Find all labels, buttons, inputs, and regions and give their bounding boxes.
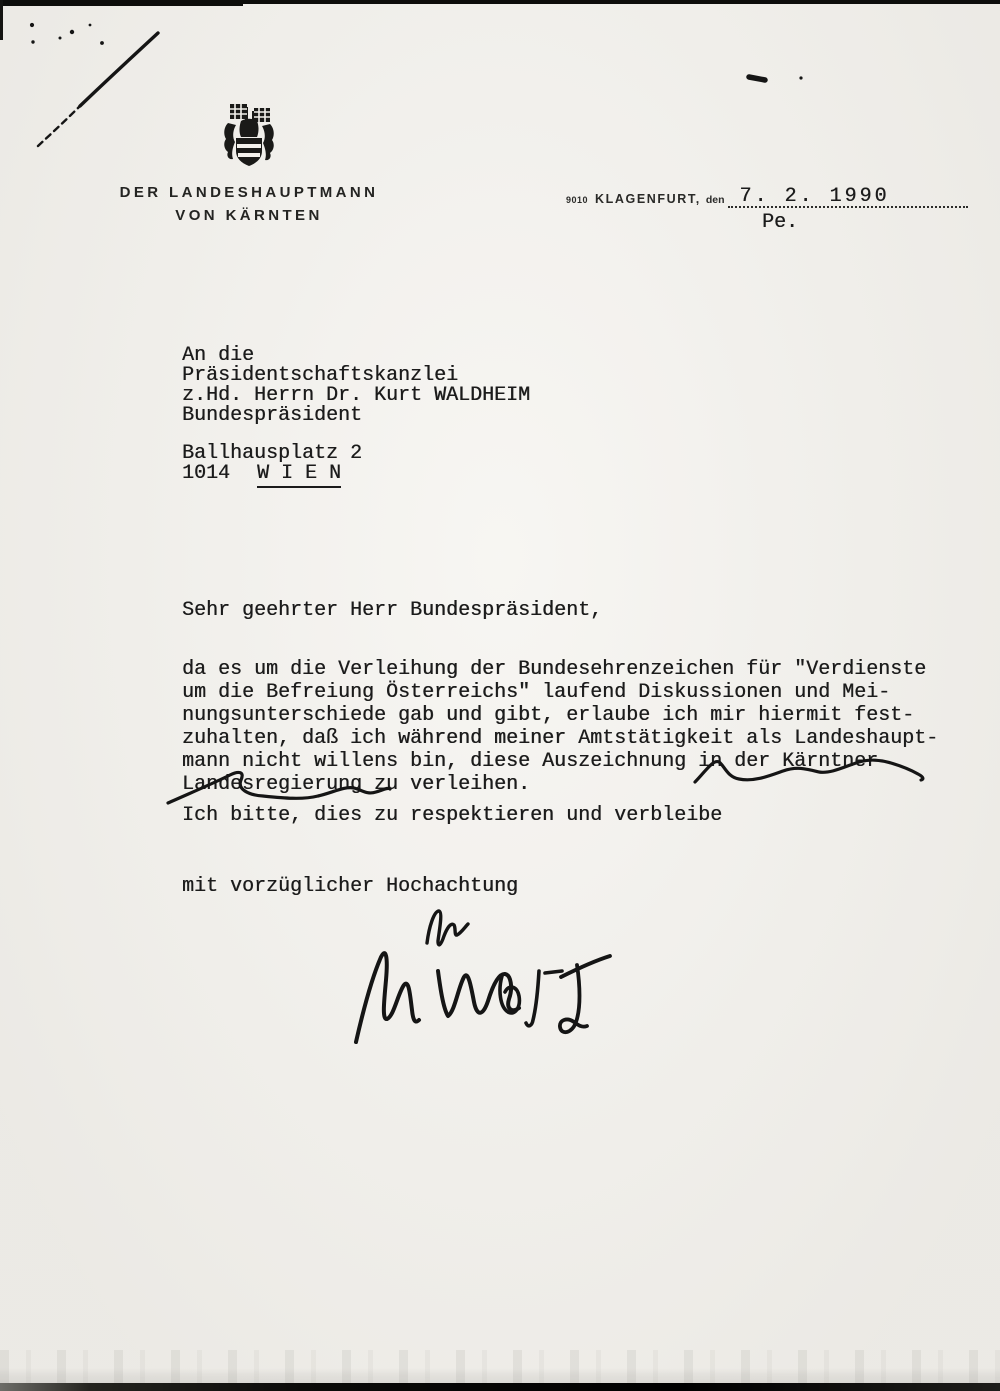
valediction: mit vorzüglicher Hochachtung [182,875,519,898]
date-dotted-line [728,184,969,208]
body-line: zuhalten, daß ich während meiner Amtstätigkeit als Landeshaupt- [182,727,939,750]
body-line: da es um die Verleihung der Bundesehrenzeichen für "Verdienste [182,658,927,681]
body-line: mann nicht willens bin, diese Auszeichnung in der Kärntner [182,750,879,773]
sender-name-line1: DER LANDESHAUPTMANN [119,184,379,201]
recipient-line: z.Hd. Herrn Dr. Kurt WALDHEIM [182,384,531,407]
body-line: Landesregierung zu verleihen. [182,773,531,796]
pen-speck [799,76,802,79]
pen-dash-mark [749,77,765,80]
date-word: den [705,194,725,206]
recipient-city-line [182,464,530,484]
sender-name-line2: VON KÄRNTEN [175,207,323,224]
body-line: um die Befreiung Österreichs" laufend Diskussionen und Mei- [182,681,891,704]
letterhead-place: KLAGENFURT, [595,192,701,206]
clerk-initials: Pe. [762,211,799,234]
body-paragraph [182,658,938,796]
recipient-line: Bundespräsident [182,404,363,427]
carinthia-coat-of-arms-icon [221,101,277,167]
recipient-line: Präsidentschaftskanzlei [182,364,459,387]
recipient-street: Ballhausplatz 2 [182,442,363,465]
salutation: Sehr geehrter Herr Bundespräsident, [182,599,603,622]
corner-pen-stroke-upper [80,33,158,106]
letterhead [118,101,380,224]
recipient-postal-code: 1014 [182,462,231,485]
ink-specks [30,23,104,45]
scan-noise-strip [0,1350,1000,1383]
date-row [566,186,968,208]
body-line: nungsunterschiede gab und gibt, erlaube ich mir hiermit fest- [182,704,915,727]
scan-edge-bottom [0,1383,1000,1391]
signature-scrawl [356,911,610,1042]
recipient-address [182,346,530,484]
corner-pen-stroke-lower [38,106,80,146]
letterhead-postal-code: 9010 [566,195,589,205]
scan-edge-left [0,0,3,40]
recipient-line: An die [182,344,255,367]
recipient-city: W I E N [257,462,341,488]
date-block [566,186,968,233]
request-line: Ich bitte, dies zu respektieren und verbleibe [182,804,723,827]
scan-edge-top-left [0,0,243,6]
typed-date: 7. 2. 1990 [739,185,890,208]
